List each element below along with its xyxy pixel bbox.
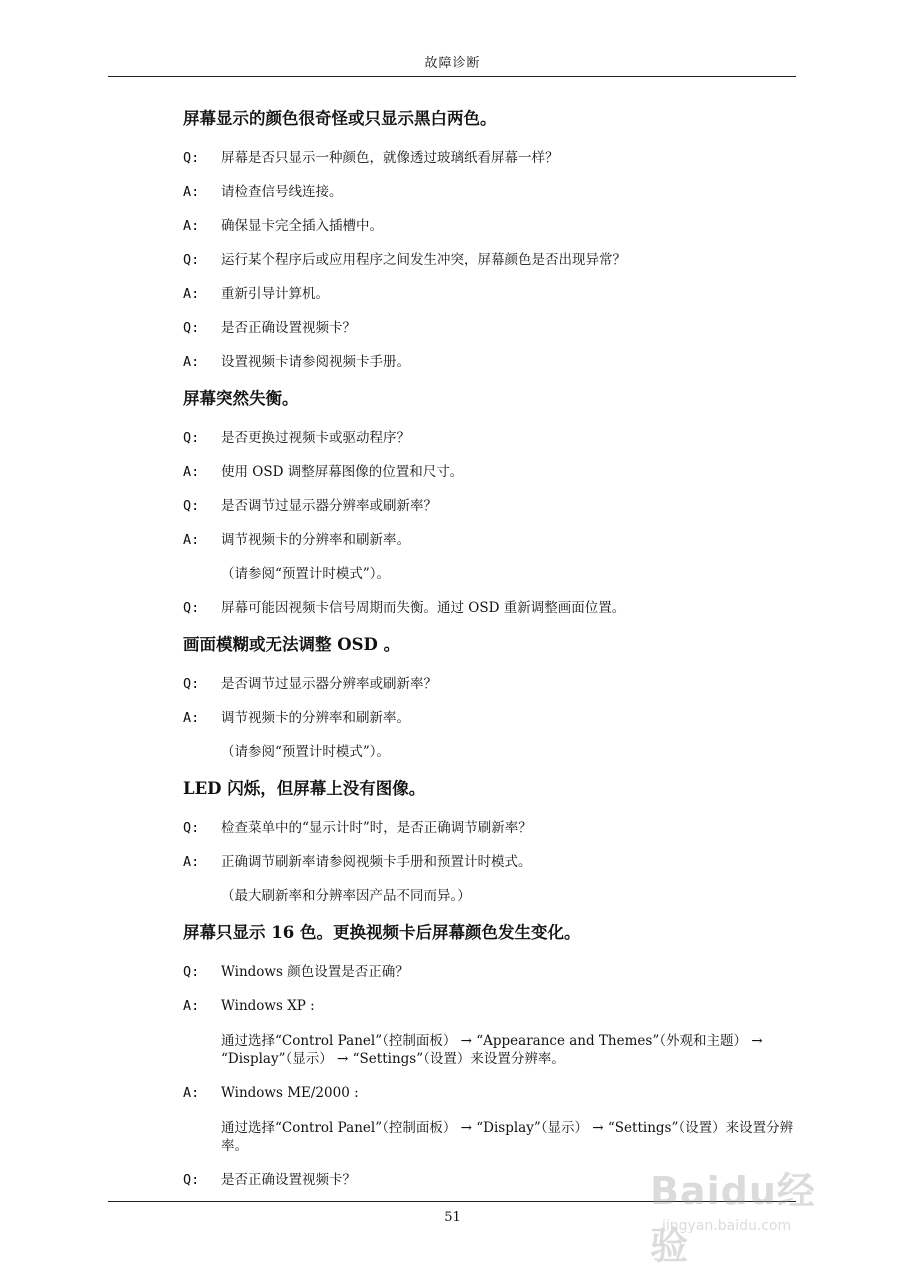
qa-text: 使用 OSD 调整屏幕图像的位置和尺寸。 [221,464,464,480]
qa-label: A: [183,464,200,480]
qa-item [183,252,803,269]
qa-text: 运行某个程序后或应用程序之间发生冲突，屏幕颜色是否出现异常？ [221,252,626,268]
qa-text: 是否更换过视频卡或驱动程序？ [221,430,410,446]
header-divider [108,76,796,77]
qa-item [183,464,803,481]
qa-label: A: [183,710,200,726]
qa-text: 是否正确设置视频卡？ [221,320,356,336]
qa-item [183,184,803,201]
qa-text: 屏幕可能因视频卡信号周期而失衡。通过 OSD 重新调整画面位置。 [221,600,626,616]
qa-note: 通过选择“Control Panel”（控制面板） → “Appearance and Themes”（外观和主题） → “Display”（显示） → “Settings”（设置）来设置分辨率。 [221,1033,763,1067]
qa-text: 调节视频卡的分辨率和刷新率。 [221,710,410,726]
qa-item [183,1085,803,1102]
qa-item [183,430,803,447]
qa-label: Q: [183,820,200,836]
qa-label: A: [183,184,200,200]
qa-label: Q: [183,320,200,336]
qa-item [183,498,803,515]
qa-text: 屏幕是否只显示一种颜色，就像透过玻璃纸看屏幕一样？ [221,150,559,166]
baidu-watermark [640,1140,840,1268]
qa-label: Q: [183,498,200,514]
document-body [183,108,803,1206]
qa-label: Q: [183,430,200,446]
qa-item [183,964,803,981]
qa-item [183,532,803,549]
page-header-title: 故障诊断 [424,56,481,71]
section-title: 屏幕显示的颜色很奇怪或只显示黑白两色。 [183,109,497,128]
qa-text: Windows 颜色设置是否正确？ [221,964,409,980]
qa-label: Q: [183,676,200,692]
qa-note: 通过选择“Control Panel”（控制面板） → “Display”（显示） → “Settings”（设置）来设置分辨率。 [221,1120,794,1154]
qa-note: （请参阅“预置计时模式”）。 [221,566,391,582]
qa-item [183,354,803,371]
qa-item [183,998,803,1015]
qa-label: A: [183,1085,200,1101]
qa-item [183,218,803,235]
qa-text: Windows ME/2000 : [221,1085,359,1101]
qa-text: 是否调节过显示器分辨率或刷新率？ [221,498,437,514]
qa-item [183,676,803,693]
qa-label: A: [183,854,200,870]
qa-label: Q: [183,252,200,268]
qa-text: 是否正确设置视频卡？ [221,1172,356,1188]
qa-item [183,286,803,303]
section-title: 画面模糊或无法调整 OSD 。 [183,635,401,654]
qa-item [183,600,803,617]
section-title: 屏幕突然失衡。 [183,389,299,408]
qa-text: 设置视频卡请参阅视频卡手册。 [221,354,410,370]
qa-label: A: [183,998,200,1014]
qa-note: （请参阅“预置计时模式”）。 [221,744,391,760]
qa-text: 正确调节刷新率请参阅视频卡手册和预置计时模式。 [221,854,532,870]
qa-label: Q: [183,964,200,980]
qa-label: Q: [183,1172,200,1188]
qa-text: Windows XP : [221,998,315,1014]
qa-text: 请检查信号线连接。 [221,184,343,200]
qa-item [183,854,803,871]
qa-text: 调节视频卡的分辨率和刷新率。 [221,532,410,548]
qa-label: A: [183,354,200,370]
section-title: LED 闪烁，但屏幕上没有图像。 [183,779,426,798]
qa-text: 重新引导计算机。 [221,286,329,302]
qa-text: 确保显卡完全插入插槽中。 [221,218,383,234]
qa-text: 检查菜单中的“显示计时”时，是否正确调节刷新率？ [221,820,532,836]
qa-label: Q: [183,600,200,616]
watermark-logo: Baidu经验 [650,1169,816,1268]
qa-note: （最大刷新率和分辨率因产品不同而异。） [221,888,471,904]
qa-label: A: [183,532,200,548]
qa-item [183,710,803,727]
qa-label: A: [183,286,200,302]
qa-label: A: [183,218,200,234]
watermark-url: jingyan.baidu.com [662,1218,792,1234]
qa-label: Q: [183,150,200,166]
qa-text: 是否调节过显示器分辨率或刷新率？ [221,676,437,692]
qa-item [183,320,803,337]
section-title: 屏幕只显示 16 色。更换视频卡后屏幕颜色发生变化。 [183,923,581,942]
page-number: 51 [444,1210,461,1225]
qa-item [183,150,803,167]
qa-item [183,820,803,837]
